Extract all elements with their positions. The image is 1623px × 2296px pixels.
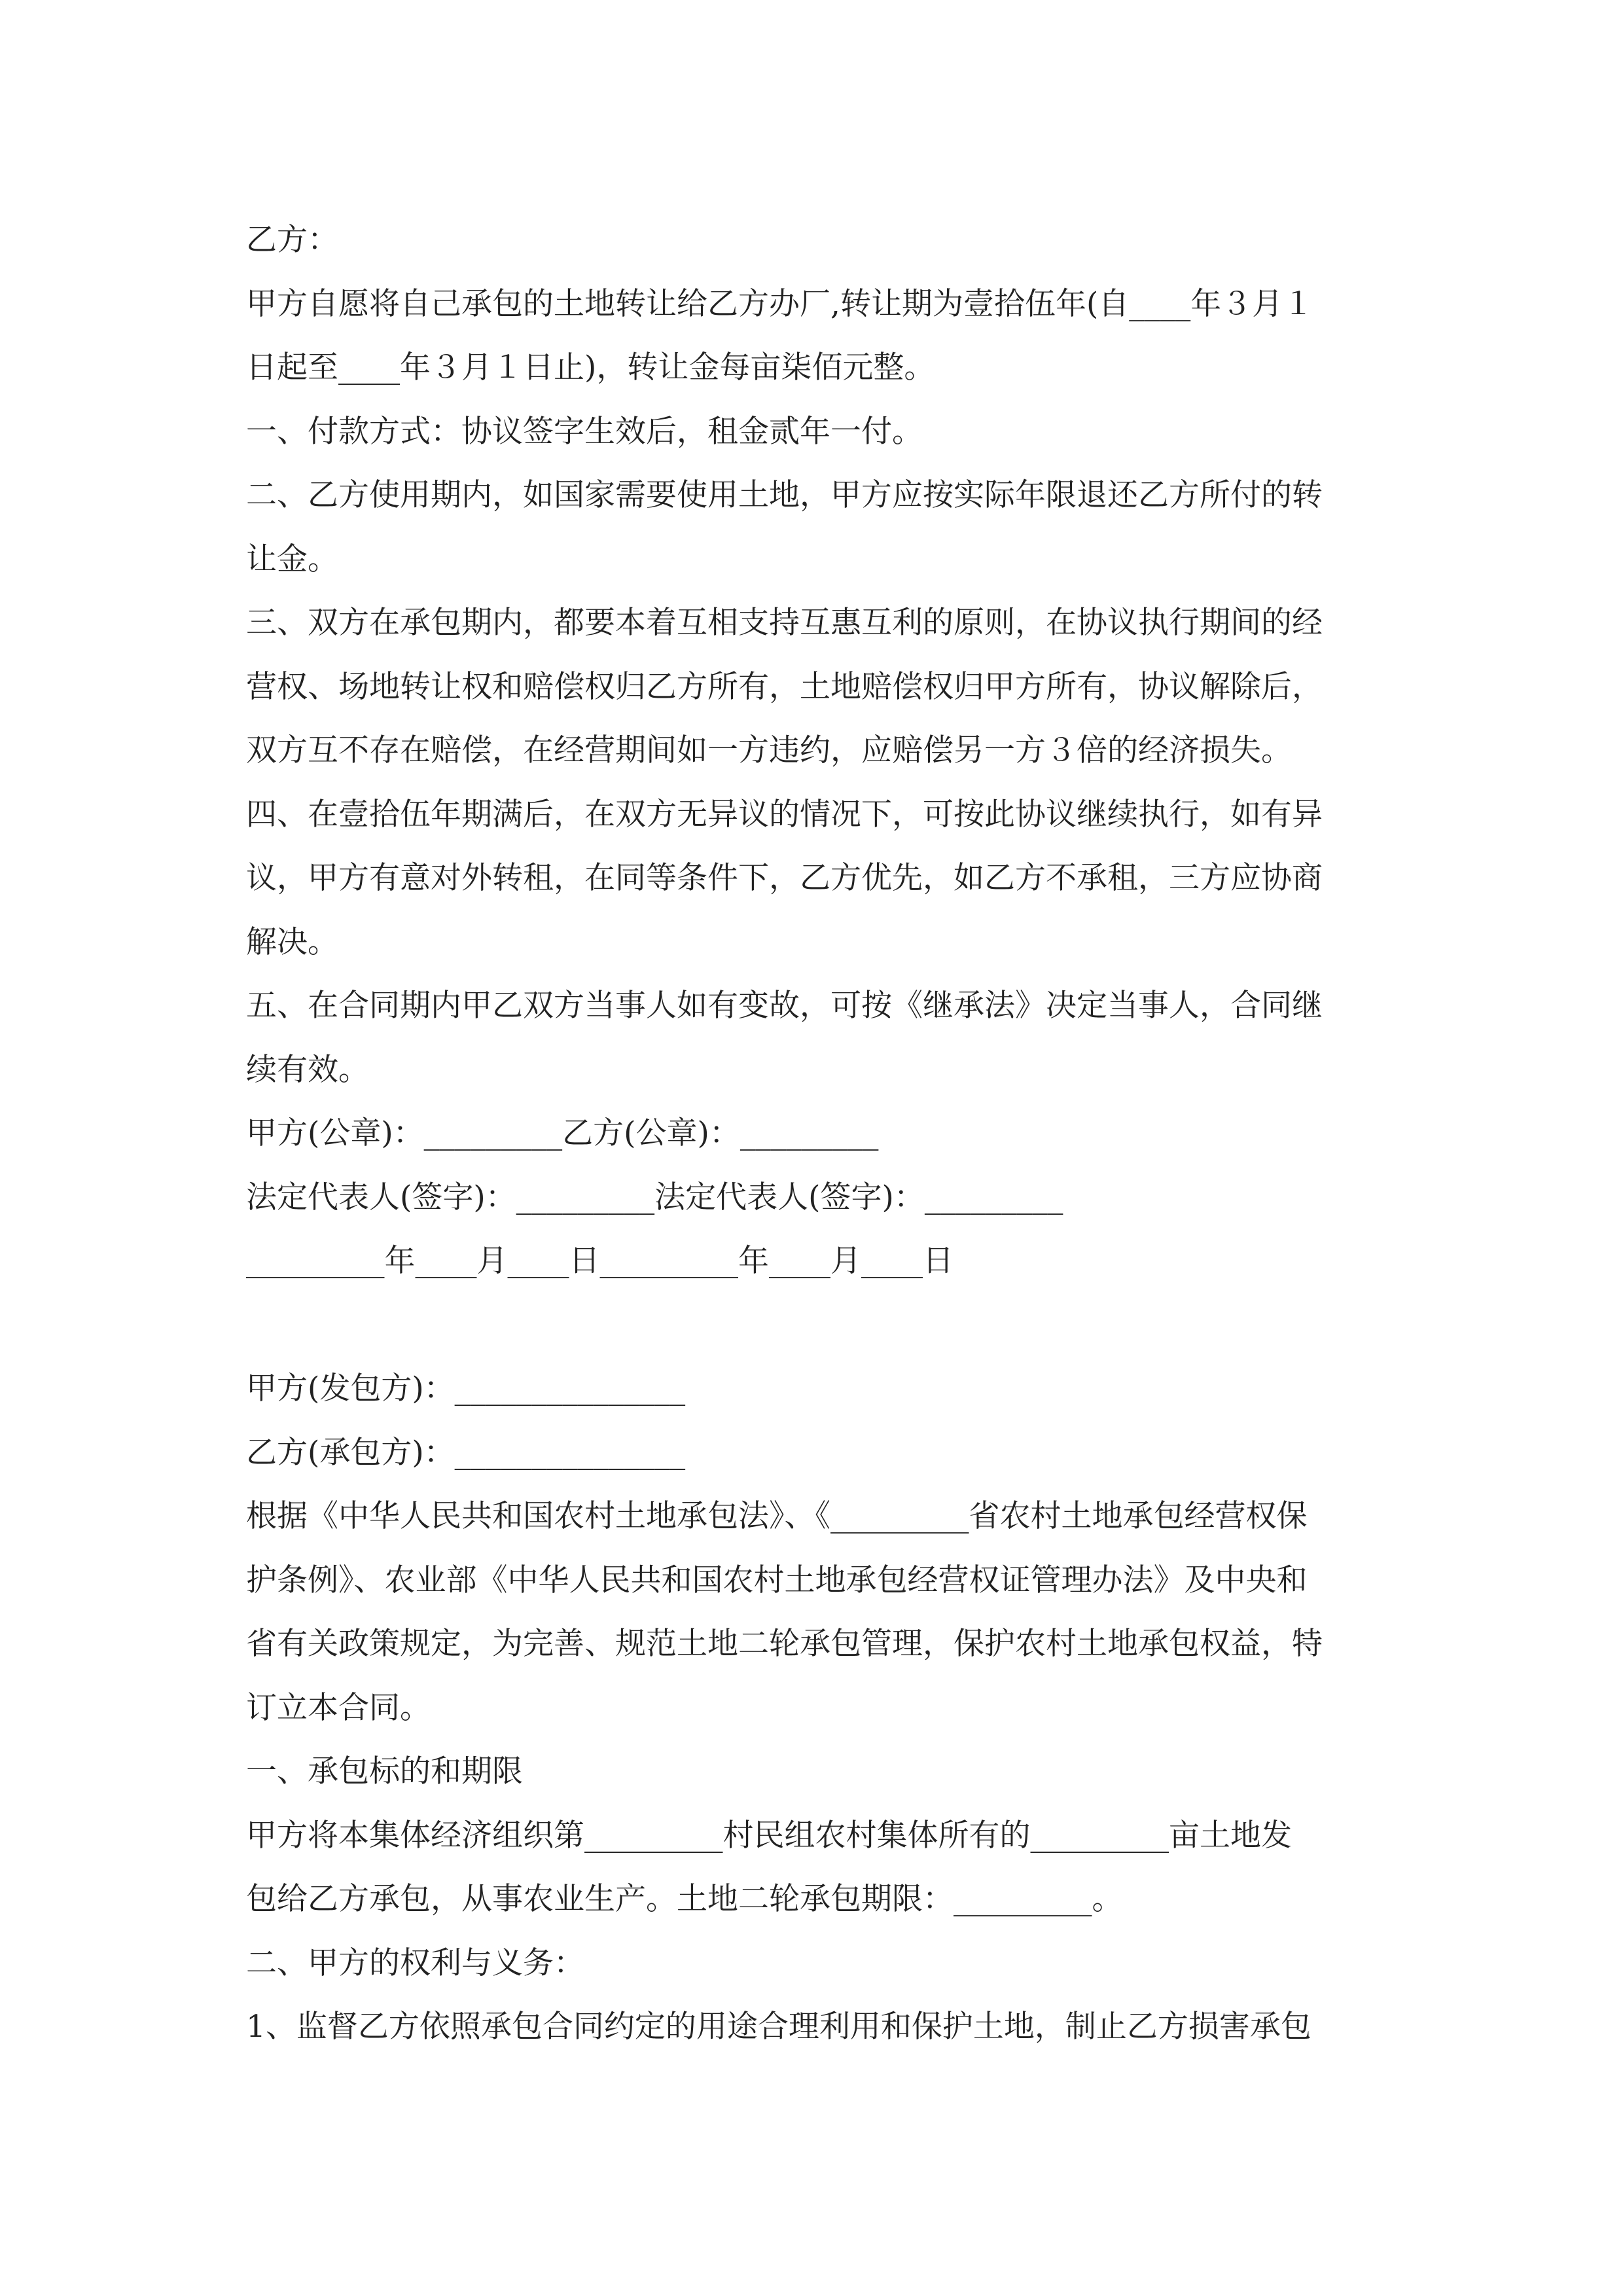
blank-line	[246, 1293, 1385, 1357]
preamble-line: 订立本合同。	[246, 1689, 431, 1726]
preamble-line: 护条例》、农业部《中华人民共和国农村土地承包经营权证管理办法》及中央和	[246, 1562, 1308, 1598]
party-a-contractor-line: 甲方(发包方)：_______________	[246, 1371, 686, 1407]
clause-3: 三、双方在承包期内，都要本着互相支持互惠互利的原则，在协议执行期间的经	[246, 605, 1323, 641]
paragraph-line: 甲方将本集体经济组织第_________村民组农村集体所有的_________亩土地发	[246, 1817, 1292, 1854]
preamble-line: 省有关政策规定，为完善、规范土地二轮承包管理，保护农村土地承包权益，特	[246, 1626, 1323, 1662]
paragraph-line: 双方互不存在赔偿，在经营期间如一方违约，应赔偿另一方３倍的经济损失。	[246, 732, 1292, 768]
party-b-label: 乙方：	[246, 222, 338, 258]
paragraph-line: 包给乙方承包，从事农业生产。土地二轮承包期限：_________。	[246, 1881, 1123, 1917]
clause-2: 二、乙方使用期内，如国家需要使用土地，甲方应按实际年限退还乙方所付的转	[246, 477, 1323, 513]
paragraph-line: 让金。	[246, 541, 338, 577]
document-body	[246, 208, 1385, 2059]
preamble-line: 根据《中华人民共和国农村土地承包法》、《_________省农村土地承包经营权保	[246, 1498, 1308, 1534]
paragraph-line: 解决。	[246, 924, 338, 960]
paragraph-line: 续有效。	[246, 1051, 369, 1088]
seal-line: 甲方(公章)：_________乙方(公章)：_________	[246, 1115, 879, 1151]
date-line: _________年____月____日_________年____月____日	[246, 1243, 954, 1279]
clause-4: 四、在壹拾伍年期满后，在双方无异议的情况下，可按此协议继续执行，如有异	[246, 796, 1323, 833]
section-heading-1: 一、承包标的和期限	[246, 1753, 523, 1789]
paragraph-line: 议，甲方有意对外转租，在同等条件下，乙方优先，如乙方不承租，三方应协商	[246, 860, 1323, 896]
clause-5: 五、在合同期内甲乙双方当事人如有变故，可按《继承法》决定当事人，合同继	[246, 988, 1323, 1024]
clause-1: 一、付款方式：协议签字生效后，租金贰年一付。	[246, 413, 923, 450]
paragraph-line: 营权、场地转让权和赔偿权归乙方所有，土地赔偿权归甲方所有，协议解除后，	[246, 668, 1323, 705]
paragraph-line: 日起至____年３月１日止)，转让金每亩柒佰元整。	[246, 350, 935, 386]
paragraph-line: 1、监督乙方依照承包合同约定的用途合理利用和保护土地，制止乙方损害承包	[246, 2009, 1311, 2045]
section-heading-2: 二、甲方的权利与义务：	[246, 1945, 584, 1981]
signature-line: 法定代表人(签字)：_________法定代表人(签字)：_________	[246, 1179, 1063, 1215]
paragraph-line: 甲方自愿将自己承包的土地转让给乙方办厂,转让期为壹拾伍年(自____年３月１	[246, 285, 1314, 322]
party-b-contractor-line: 乙方(承包方)：_______________	[246, 1434, 686, 1471]
